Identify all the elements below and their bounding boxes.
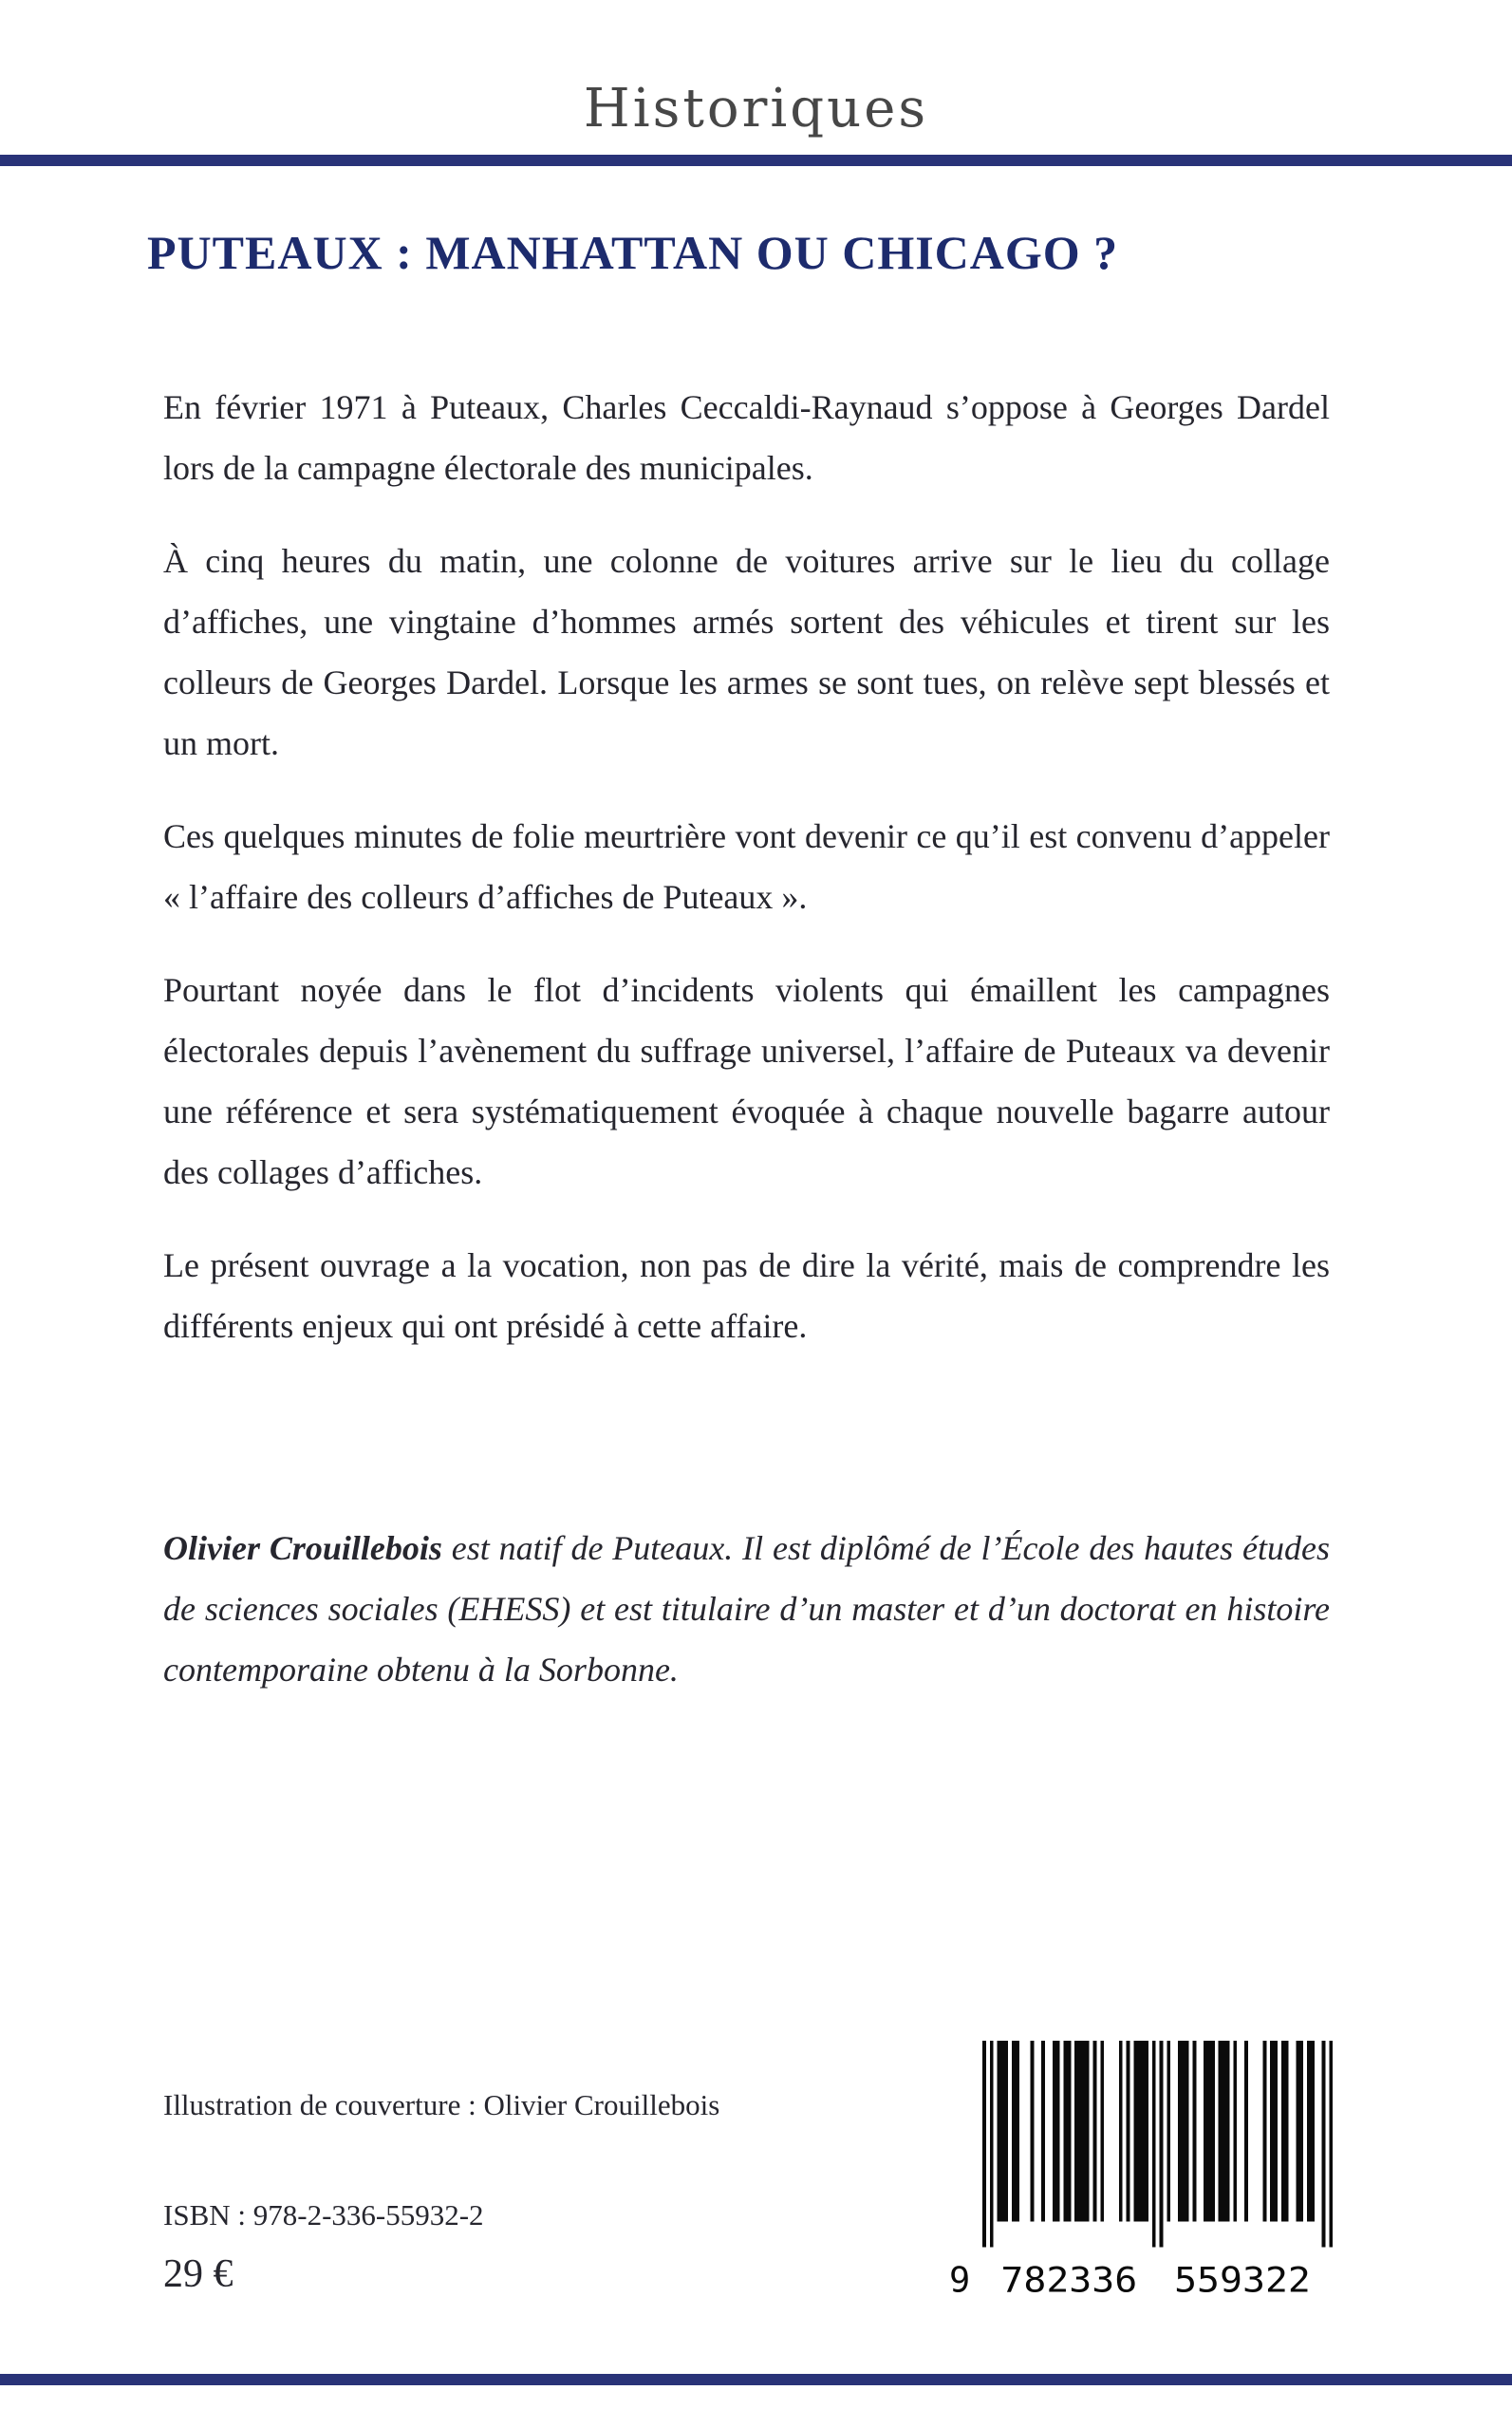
synopsis-paragraph: Pourtant noyée dans le flot d’incidents violents qui émaillent les campagnes électorales depuis l’avènement du suffrage universel, l’affaire de Puteaux va devenir une référence et sera systématiquement évoquée à chaque nouvelle bagarre autour des collages d’affiches.: [163, 971, 1330, 1191]
author-bio: [163, 1518, 1330, 1700]
svg-text:9: 9: [949, 2259, 971, 2301]
price: 29 €: [163, 2252, 233, 2296]
bottom-rule: [0, 2374, 1512, 2385]
top-rule: [0, 155, 1512, 166]
book-title: PUTEAUX : MANHATTAN OU CHICAGO ?: [147, 226, 1119, 279]
synopsis-paragraph: Le présent ouvrage a la vocation, non pas de dire la vérité, mais de comprendre les différents enjeux qui ont présidé à cette affaire.: [163, 1246, 1330, 1345]
ean13-barcode: [949, 2041, 1340, 2314]
synopsis-paragraph: Ces quelques minutes de folie meurtrière vont devenir ce qu’il est convenu d’appeler « l’affaire des colleurs d’affiches de Puteaux ».: [163, 817, 1330, 916]
collection-logo: Historiques: [583, 78, 929, 140]
svg-text:782336: 782336: [1000, 2259, 1138, 2301]
cover-illustration-credit: Illustration de couverture : Olivier Crouillebois: [163, 2088, 720, 2121]
author-bio-text: est natif de Puteaux. Il est diplômé de l’École des hautes études de sciences sociales (EHESS) et est titulaire d’un master et d’un doctorat en histoire contemporaine obtenu à la Sorbonne.: [163, 1529, 1330, 1689]
barcode-graphic: [949, 2041, 1340, 2314]
synopsis-paragraph: À cinq heures du matin, une colonne de voitures arrive sur le lieu du collage d’affiches, une vingtaine d’hommes armés sortent des véhicules et tirent sur les colleurs de Georges Dardel. Lorsque les armes se sont tues, on relève sept blessés et un mort.: [163, 542, 1330, 762]
isbn-number: ISBN : 978-2-336-55932-2: [163, 2198, 484, 2232]
author-name: Olivier Crouillebois: [163, 1529, 442, 1567]
synopsis: [163, 377, 1330, 1356]
synopsis-paragraph: En février 1971 à Puteaux, Charles Ceccaldi-Raynaud s’oppose à Georges Dardel lors de la campagne électorale des municipales.: [163, 388, 1330, 487]
svg-text:559322: 559322: [1174, 2259, 1311, 2301]
